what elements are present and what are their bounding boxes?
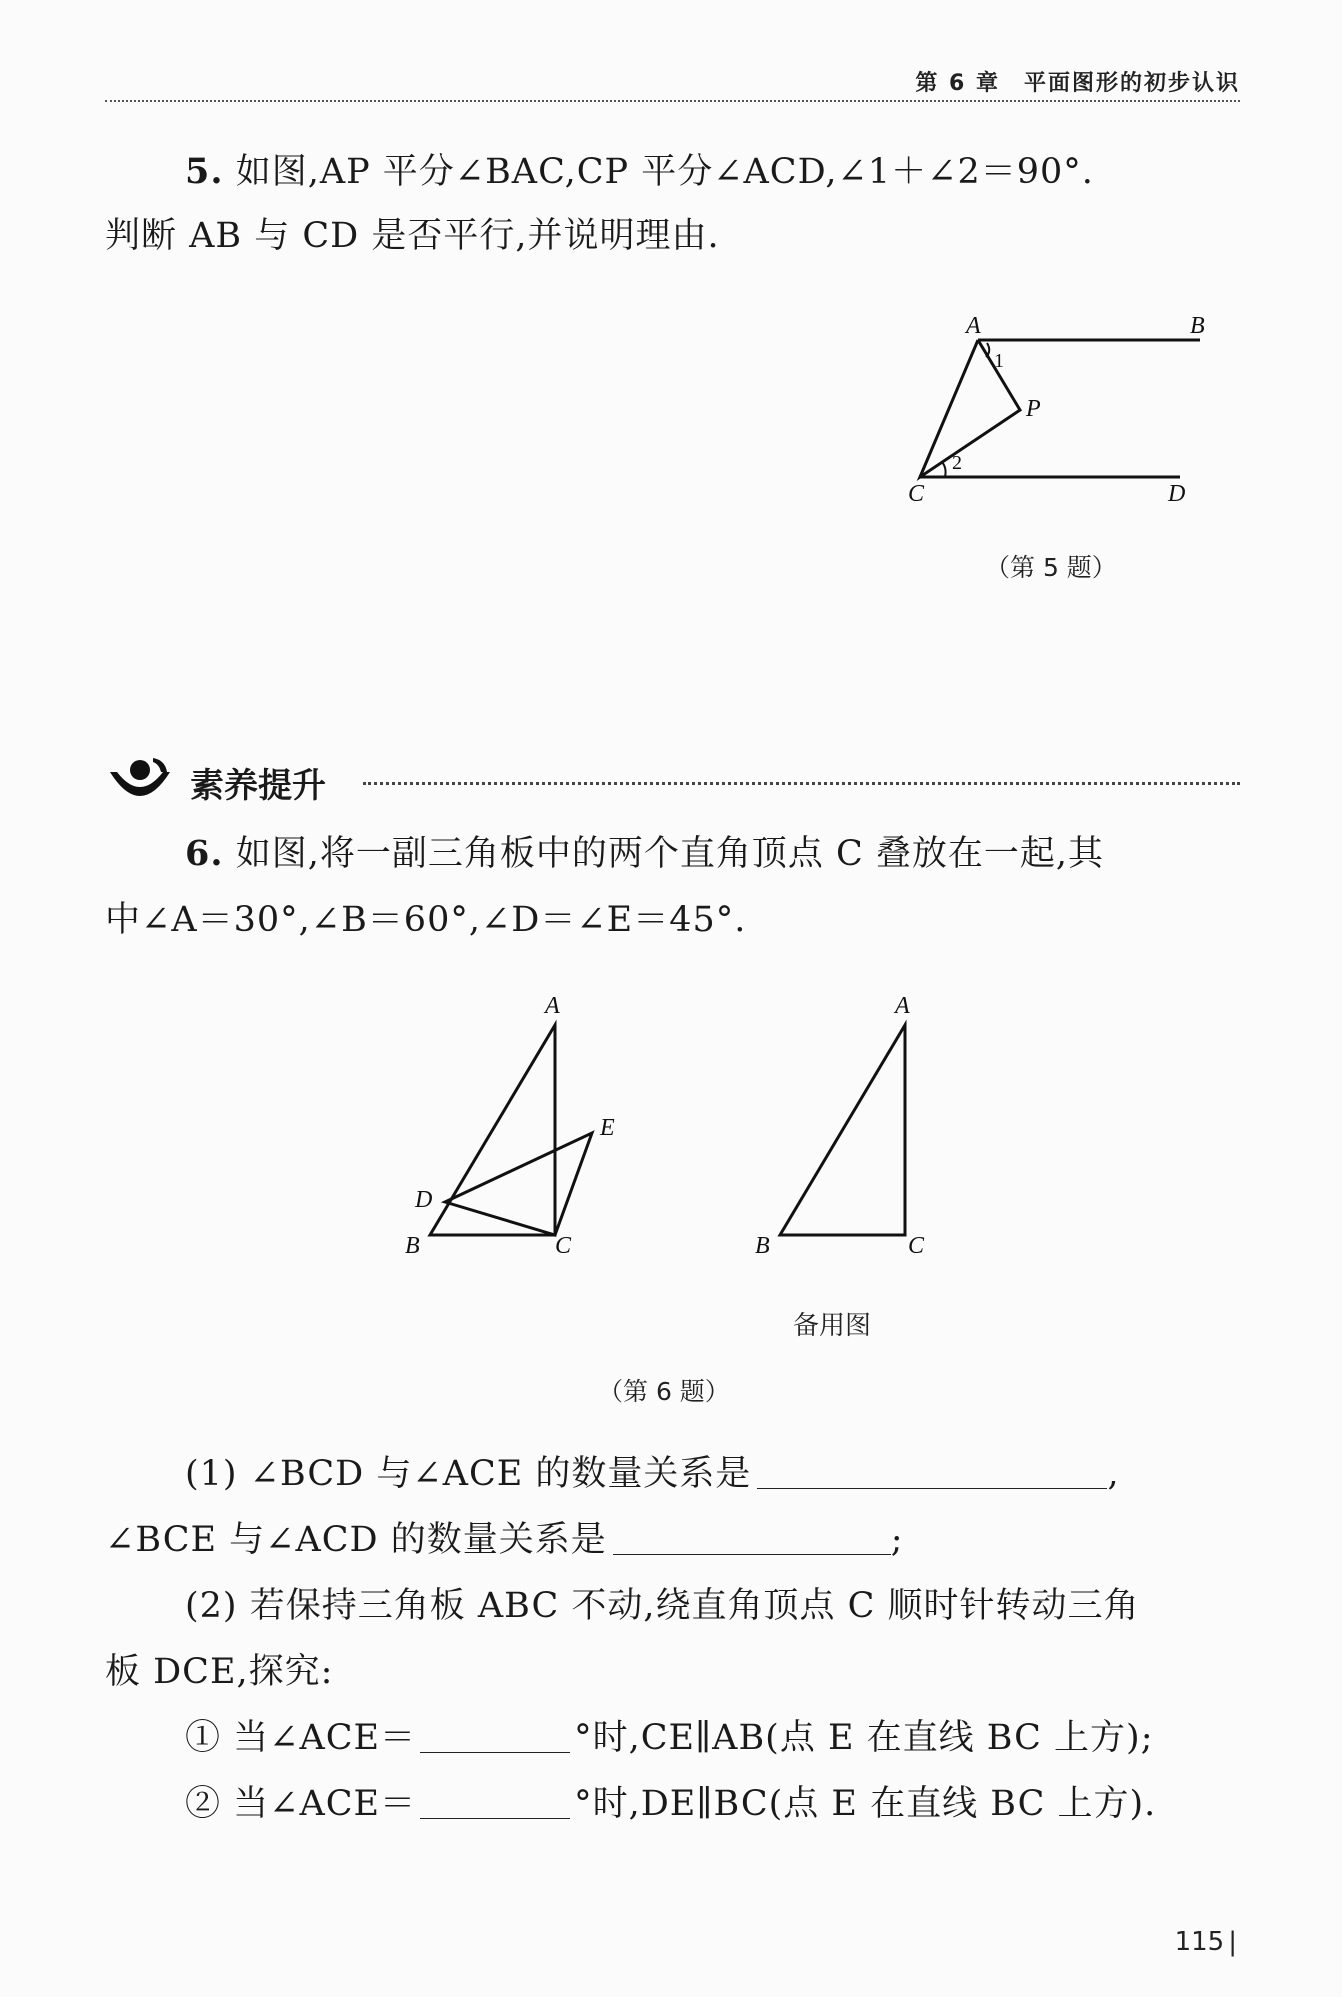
q5-label-angle1: 1 — [994, 350, 1004, 372]
section-emblem-icon — [105, 750, 175, 810]
answer-blank-2[interactable] — [613, 1553, 891, 1555]
q6-part2-line1: (2) 若保持三角板 ABC 不动,绕直角顶点 C 顺时针转动三角 — [185, 1586, 1140, 1626]
q6-line1 — [185, 822, 1104, 886]
q6-part2-i — [185, 1706, 1153, 1770]
q5-line1 — [185, 140, 1094, 204]
q6-part2-line2: 板 DCE,探究: — [105, 1652, 334, 1692]
q5-text-line1: 如图,AP 平分∠BAC,CP 平分∠ACD,∠1＋∠2＝90°. — [235, 152, 1094, 192]
q6-label-a: A — [545, 993, 560, 1019]
q6-spare-label-c: C — [908, 1233, 925, 1259]
q6-caption: （第 6 题） — [598, 1377, 730, 1406]
q5-label-a: A — [966, 313, 981, 339]
q5-caption: （第 5 题） — [985, 553, 1117, 582]
q5-label-c: C — [908, 481, 925, 505]
q6-part1-a-end: , — [1107, 1454, 1120, 1494]
q6-label-e: E — [600, 1115, 615, 1141]
answer-blank-1[interactable] — [757, 1487, 1107, 1489]
q6-spare-label-a: A — [895, 993, 910, 1019]
page-number-value: 115 — [1174, 1927, 1225, 1957]
section-title: 素养提升 — [190, 766, 326, 806]
q6-label-c: C — [555, 1233, 572, 1259]
q5-label-angle2: 2 — [952, 452, 962, 474]
page-number: 115 | — [1174, 1927, 1237, 1957]
q6-part1-a-text: (1) ∠BCD 与∠ACE 的数量关系是 — [185, 1454, 752, 1494]
q6-main-figure — [395, 985, 655, 1270]
q6-number: 6. — [185, 833, 224, 874]
q6-part2-ii-pre: ② 当∠ACE＝ — [185, 1784, 417, 1824]
q6-part2-ii — [185, 1772, 1156, 1836]
q6-spare-figure — [750, 985, 950, 1270]
page-header — [105, 60, 1240, 102]
q6-label-d: D — [415, 1187, 433, 1213]
q6-line2: 中∠A＝30°,∠B＝60°,∠D＝∠E＝45°. — [105, 900, 747, 940]
q5-label-p: P — [1026, 396, 1041, 422]
q6-part2-i-pre: ① 当∠ACE＝ — [185, 1718, 417, 1758]
q6-label-b: B — [405, 1233, 420, 1259]
q5-label-b: B — [1190, 313, 1205, 339]
q6-part1-b-end: ; — [890, 1520, 904, 1560]
q5-label-d: D — [1168, 481, 1186, 505]
q5-figure — [900, 305, 1230, 505]
q6-part1-line2 — [105, 1508, 904, 1572]
q6-spare-caption: 备用图 — [793, 1311, 872, 1341]
q6-part1-line1 — [185, 1442, 1120, 1506]
q6-text-line1: 如图,将一副三角板中的两个直角顶点 C 叠放在一起,其 — [235, 834, 1104, 874]
section-heading — [105, 750, 1240, 810]
q6-part2-ii-post: °时,DE∥BC(点 E 在直线 BC 上方). — [574, 1784, 1157, 1824]
q5-number: 5. — [185, 151, 224, 192]
q5-line2: 判断 AB 与 CD 是否平行,并说明理由. — [105, 216, 720, 256]
q6-part2-i-post: °时,CE∥AB(点 E 在直线 BC 上方); — [574, 1718, 1154, 1758]
q6-part1-b-text: ∠BCE 与∠ACD 的数量关系是 — [105, 1520, 607, 1560]
answer-blank-4[interactable] — [420, 1817, 570, 1819]
chapter-title: 第 6 章 平面图形的初步认识 — [915, 71, 1240, 96]
q6-spare-label-b: B — [755, 1233, 770, 1259]
section-divider — [363, 782, 1240, 785]
answer-blank-3[interactable] — [420, 1751, 570, 1753]
